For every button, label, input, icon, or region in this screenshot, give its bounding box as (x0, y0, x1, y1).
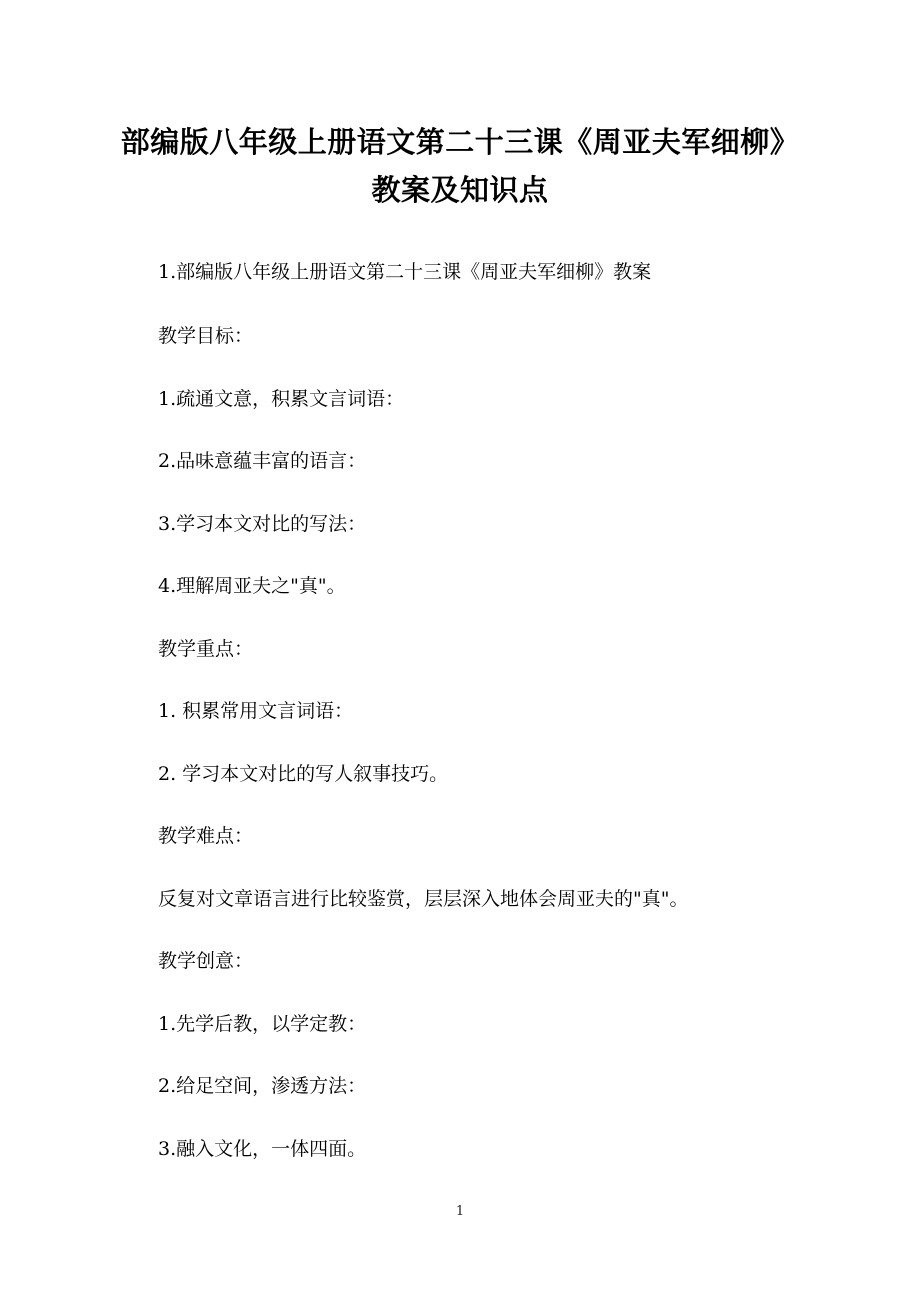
goal-item-4: 4.理解周亚夫之"真"。 (158, 575, 346, 597)
goal-item-2: 2.品味意蕴丰富的语言： (158, 450, 367, 472)
heading-teaching-ideas: 教学创意： (158, 950, 254, 972)
page-number: 1 (455, 1204, 465, 1219)
section-heading-lesson-plan: 1.部编版八年级上册语文第二十三课《周亚夫军细柳》教案 (158, 261, 652, 283)
difficulty-text: 反复对文章语言进行比较鉴赏，层层深入地体会周亚夫的"真"。 (158, 888, 689, 910)
document-title-line-2: 教案及知识点 (371, 173, 549, 207)
focus-item-1: 1. 积累常用文言词语： (158, 700, 354, 722)
heading-teaching-focus: 教学重点： (158, 638, 254, 660)
heading-teaching-goals: 教学目标： (158, 325, 254, 347)
idea-item-2: 2.给足空间，渗透方法： (158, 1075, 367, 1097)
focus-item-2: 2. 学习本文对比的写人叙事技巧。 (158, 763, 449, 785)
goal-item-3: 3.学习本文对比的写法： (158, 513, 367, 535)
idea-item-1: 1.先学后教，以学定教： (158, 1013, 367, 1035)
heading-teaching-difficulty: 教学难点： (158, 825, 254, 847)
idea-item-3: 3.融入文化，一体四面。 (158, 1138, 367, 1160)
goal-item-1: 1.疏通文意，积累文言词语： (158, 388, 405, 410)
document-title-line-1: 部编版八年级上册语文第二十三课《周亚夫军细柳》 (120, 125, 800, 159)
